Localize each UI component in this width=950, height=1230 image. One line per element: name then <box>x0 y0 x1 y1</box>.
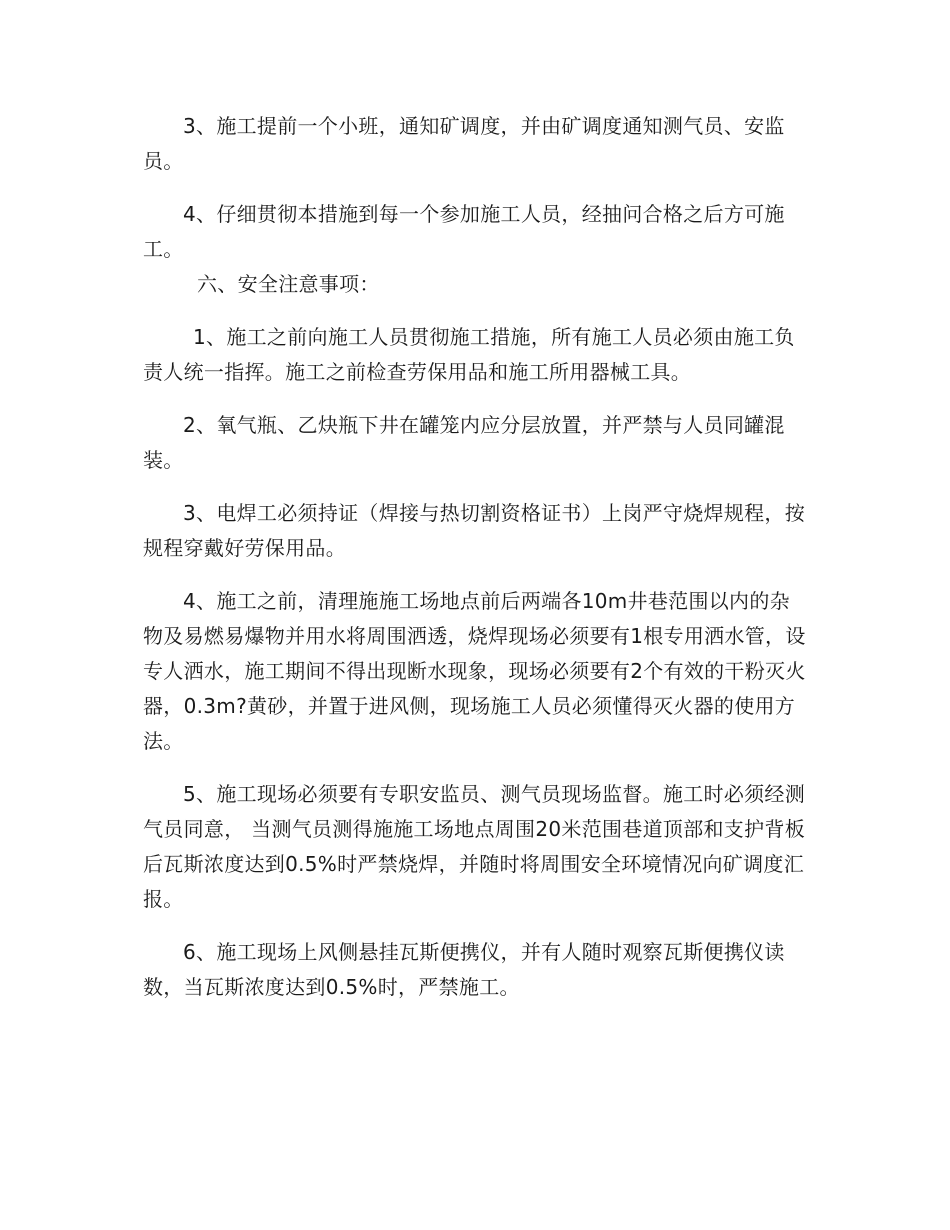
paragraph-item-4-implement-measures: 4、仔细贯彻本措施到每一个参加施工人员，经抽问合格之后方可施工。 <box>143 202 785 261</box>
paragraph-safety-6: 6、施工现场上风侧悬挂瓦斯便携仪，并有人随时观察瓦斯便携仪读数，当瓦斯浓度达到0.5%时，严禁施工。 <box>143 940 785 999</box>
paragraph-safety-1: 1、施工之前向施工人员贯彻施工措施，所有施工人员必须由施工负责人统一指挥。施工之前检查劳保用品和施工所用器械工具。 <box>143 325 795 384</box>
paragraph-safety-3: 3、电焊工必须持证（焊接与热切割资格证书）上岗严守烧焊规程，按规程穿戴好劳保用品。 <box>143 501 806 560</box>
paragraph-safety-4: 4、施工之前，清理施施工场地点前后两端各10m井巷范围以内的杂物及易燃易爆物并用水将周围洒透，烧焊现场必须要有1根专用洒水管，设专人洒水，施工期间不得出现断水现象，现场必须要有2个有效的干粉灭火器，0.3m?黄砂，并置于进风侧，现场施工人员必须懂得灭火器的使用方法。 <box>143 589 806 753</box>
document-body <box>143 109 807 1005</box>
section-heading-safety-notes: 六、安全注意事项： <box>197 272 380 296</box>
paragraph-safety-5: 5、施工现场必须要有专职安监员、测气员现场监督。施工时必须经测气员同意， 当测气员测得施施工场地点周围20米范围巷道顶部和支护背板后瓦斯浓度达到0.5%时严禁烧焊，并随时将周围安全环境情况向矿调度汇报。 <box>143 782 806 911</box>
paragraph-item-3-notify-dispatch: 3、施工提前一个小班，通知矿调度，并由矿调度通知测气员、安监员。 <box>143 114 785 173</box>
paragraph-safety-2: 2、氧气瓶、乙炔瓶下井在罐笼内应分层放置，并严禁与人员同罐混装。 <box>143 413 785 472</box>
